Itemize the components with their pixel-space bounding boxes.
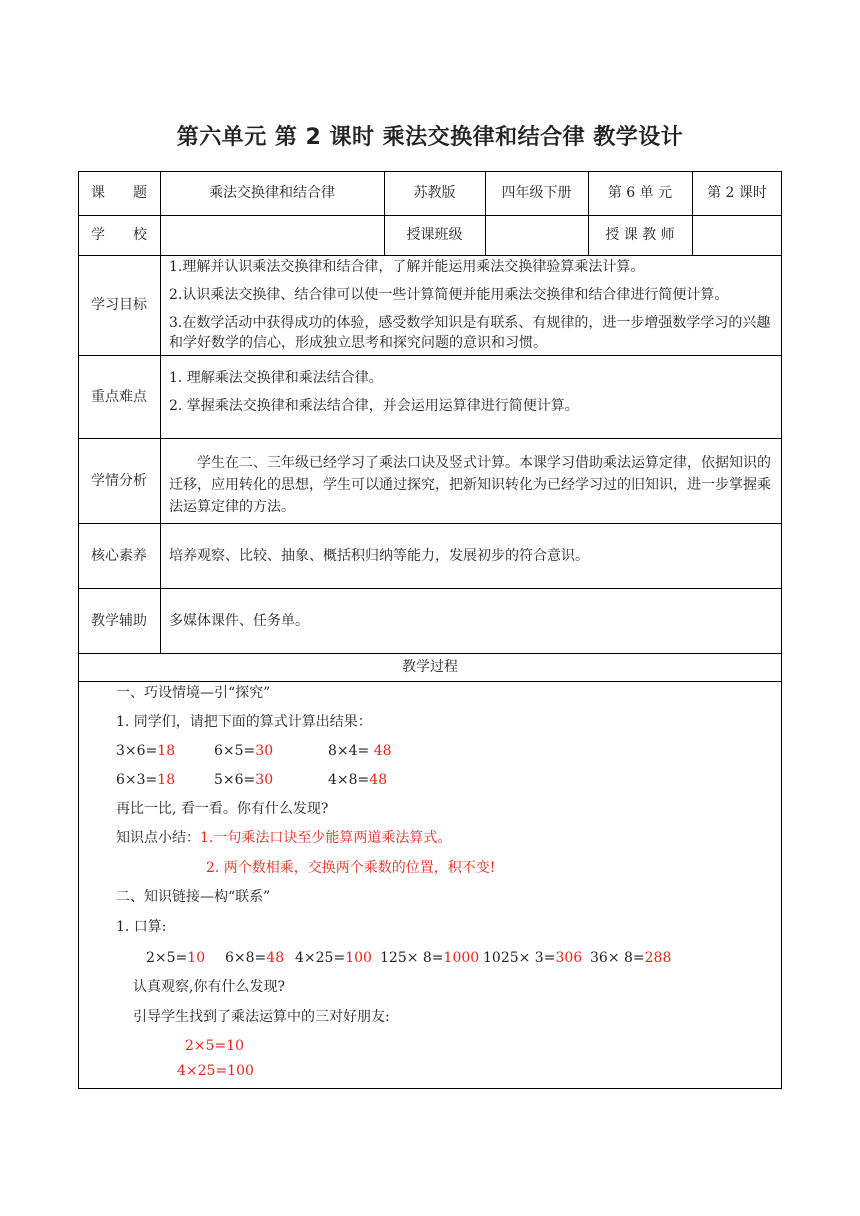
goal-item: 3.在数学活动中获得成功的体验，感受数学知识是有联系、有规律的，进一步增强数学学习的兴趣和学好数学的信心，形成独立思考和探究问题的意识和习惯。 <box>169 315 771 351</box>
table-divider <box>78 255 782 256</box>
friend-pair: 2×5=10 <box>185 1038 245 1054</box>
lesson-plan-table <box>78 171 782 1089</box>
goal-item: 1.理解并认识乘法交换律和结合律，了解并能运用乘法交换律验算乘法计算。 <box>169 259 645 275</box>
table-divider <box>78 681 782 682</box>
topic-value: 乘法交换律和结合律 <box>209 185 335 201</box>
aids-label: 教学辅助 <box>91 612 147 629</box>
oral-item: 36× 8=288 <box>590 950 672 966</box>
teacher-label: 授 课 教 师 <box>605 227 675 243</box>
unit-value: 第 6 单 元 <box>607 185 673 201</box>
school-value[interactable] <box>160 215 384 255</box>
table-border-bottom <box>78 1088 782 1089</box>
guide-text: 引导学生找到了乘法运算中的三对好朋友: <box>133 1009 390 1025</box>
school-label: 学 校 <box>91 227 147 243</box>
calc-item: 6×3=18 <box>116 772 176 788</box>
friend-pair: 4×25=100 <box>177 1063 254 1079</box>
oral-calc-label: 1. 口算: <box>116 919 167 935</box>
class-value[interactable] <box>485 215 588 255</box>
compare-prompt: 再比一比, 看一看。你有什么发现? <box>116 801 329 817</box>
page-title: 第六单元 第 2 课时 乘法交换律和结合律 教学设计 <box>176 125 684 150</box>
calc-item: 5×6=30 <box>214 772 274 788</box>
section-two-heading: 二、知识链接—构“联系” <box>116 889 271 905</box>
calc-item: 4×8=48 <box>328 772 388 788</box>
teacher-value[interactable] <box>692 215 782 255</box>
oral-item: 1025× 3=306 <box>483 950 583 966</box>
section-one-heading: 一、巧设情境—引“探究” <box>116 685 271 701</box>
lesson-value: 第 2 课时 <box>707 185 767 201</box>
calc-item: 6×5=30 <box>214 743 274 759</box>
table-divider <box>78 355 782 356</box>
key-point-item: 1. 理解乘法交换律和乘法结合律。 <box>169 370 383 386</box>
oral-item: 4×25=100 <box>295 950 372 966</box>
process-header: 教学过程 <box>402 659 458 675</box>
literacy-label: 核心素养 <box>91 547 147 564</box>
goals-label: 学习目标 <box>91 297 147 313</box>
oral-item: 2×5=10 <box>146 950 206 966</box>
oral-item: 6×8=48 <box>225 950 285 966</box>
oral-item: 125× 8=1000 <box>380 950 480 966</box>
calc-item: 3×6=18 <box>116 743 176 759</box>
key-points-label: 重点难点 <box>91 388 147 405</box>
observe-prompt: 认真观察,你有什么发现? <box>133 979 285 995</box>
analysis-label: 学情分析 <box>91 472 147 489</box>
grade-value: 四年级下册 <box>501 185 572 201</box>
class-label: 授课班级 <box>406 227 463 243</box>
calc-item: 8×4= 48 <box>328 743 392 759</box>
summary-line: 知识点小结：1.一句乘法口诀至少能算两道乘法算式。 <box>116 830 452 846</box>
literacy-text: 培养观察、比较、抽象、概括积归纳等能力，发展初步的符合意识。 <box>169 547 589 564</box>
question-one: 1. 同学们，请把下面的算式计算出结果： <box>116 714 372 730</box>
analysis-text: 学生在二、三年级已经学习了乘法口诀及竖式计算。本课学习借助乘法运算定律，依据知识的迁移，应用转化的思想，学生可以通过探究，把新知识转化为已经学习过的旧知识，进一步掌握乘法运算定律的方法。 <box>169 455 771 515</box>
aids-text: 多媒体课件、任务单。 <box>169 612 309 629</box>
goal-item: 2.认识乘法交换律、结合律可以使一些计算简便并能用乘法交换律和结合律进行简便计算。 <box>169 287 729 303</box>
table-border-right <box>781 171 782 1089</box>
publisher-value: 苏教版 <box>413 185 456 201</box>
table-divider <box>78 438 782 439</box>
summary-line: 2. 两个数相乘，交换两个乘数的位置，积不变! <box>206 860 496 876</box>
key-point-item: 2. 掌握乘法交换律和乘法结合律，并会运用运算律进行简便计算。 <box>169 398 579 414</box>
topic-label: 课 题 <box>91 185 147 201</box>
